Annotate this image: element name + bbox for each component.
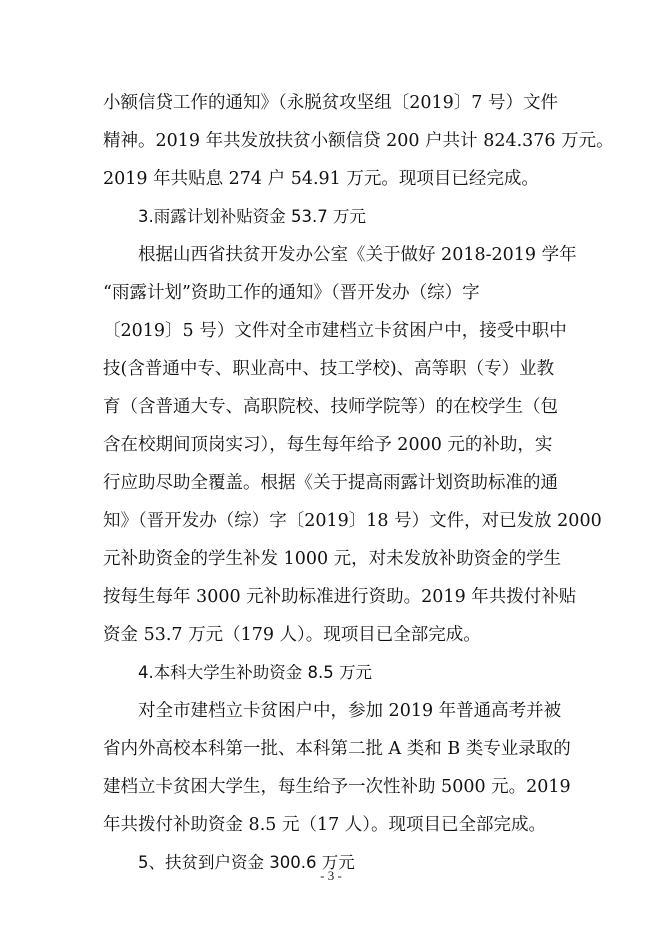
body-line: 技(含普通中专、职业高中、技工学校)、高等职（专）业教 [103, 359, 555, 379]
body-line: 根据山西省扶贫开发办公室《关于做好 2018-2019 学年 [138, 245, 577, 265]
body-line: “雨露计划”资助工作的通知》（晋开发办（综）字 [103, 283, 480, 303]
page-number: - 3 - [320, 868, 342, 883]
section-heading-5: 5、扶贫到户资金 300.6 万元 [138, 853, 355, 872]
section-heading-3: 3.雨露计划补贴资金 53.7 万元 [138, 207, 366, 226]
body-line: 省内外高校本科第一批、本科第二批 A 类和 B 类专业录取的 [103, 739, 571, 759]
body-line: 〔2019〕5 号）文件对全市建档立卡贫困户中，接受中职中 [103, 321, 567, 341]
body-line: 知》（晋开发办（综）字〔2019〕18 号）文件，对已发放 2000 [103, 511, 602, 531]
body-line: 资金 53.7 万元（179 人）。现项目已全部完成。 [103, 625, 481, 645]
body-line: 年共拨付补助资金 8.5 元（17 人）。现项目已全部完成。 [103, 815, 547, 835]
body-line: 精神。2019 年共发放扶贫小额信贷 200 户共计 824.376 万元。 [103, 131, 614, 151]
body-line: 按每生每年 3000 元补助标准进行资助。2019 年共拨付补贴 [103, 587, 577, 607]
body-line: 育（含普通大专、高职院校、技师学院等）的在校学生（包 [103, 397, 558, 417]
body-line: 2019 年共贴息 274 户 54.91 万元。现项目已经完成。 [103, 169, 539, 189]
body-line: 小额信贷工作的通知》（永脱贫攻坚组〔2019〕7 号）文件 [103, 93, 558, 113]
body-line: 行应助尽助全覆盖。根据《关于提高雨露计划资助标准的通 [103, 473, 558, 493]
section-heading-4: 4.本科大学生补助资金 8.5 万元 [138, 663, 372, 682]
body-line: 对全市建档立卡贫困户中，参加 2019 年普通高考并被 [138, 701, 562, 721]
body-line: 元补助资金的学生补发 1000 元，对未发放补助资金的学生 [103, 549, 562, 569]
body-line: 含在校期间顶岗实习），每生每年给予 2000 元的补助，实 [103, 435, 553, 455]
body-line: 建档立卡贫困大学生，每生给予一次性补助 5000 元。2019 [103, 777, 571, 797]
